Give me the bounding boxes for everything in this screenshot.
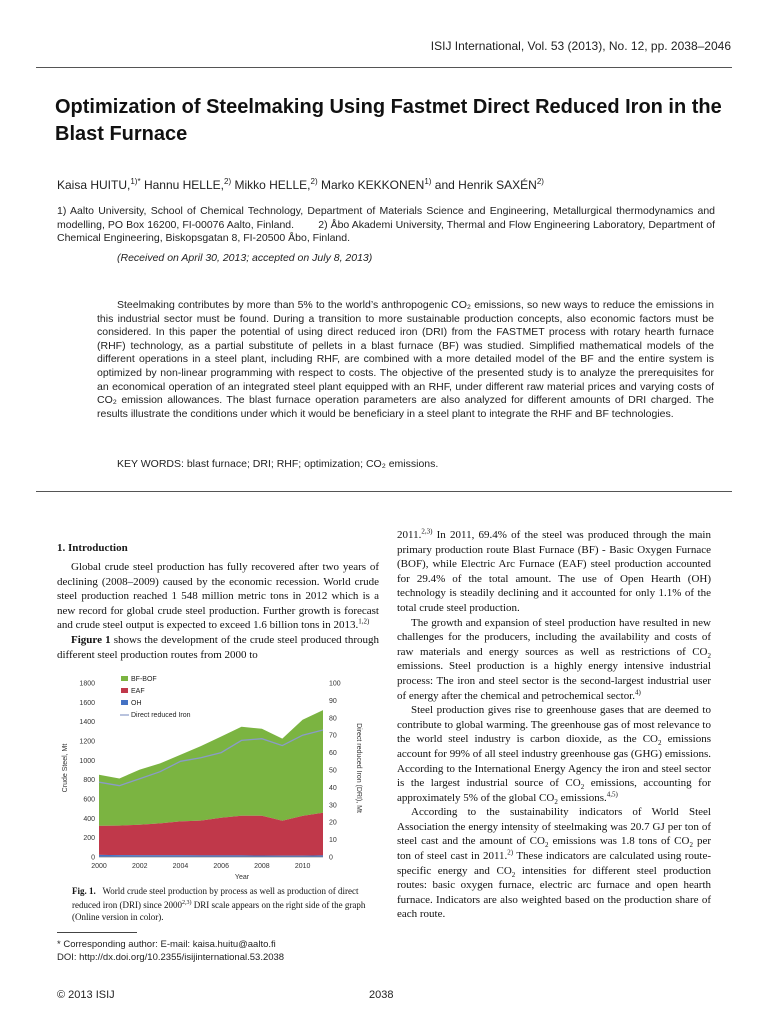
right-axis-ticks	[329, 681, 341, 862]
author-affil-mark: 2)	[310, 177, 318, 186]
paragraph: Global crude steel production has fully recovered after two years of declining (2008–2009) caused by the economic recession. World crude steel production reached 1 548 million metric tons in 2012 which is a new record for global crude steel production. Further growth is forecast and crude steel output is expected to exceed 1.6 billion tons in 2013.$^{1,2)}$	[57, 561, 379, 632]
figure-reference[interactable]: Figure 1	[71, 633, 111, 646]
y-right-tick-label: 0	[329, 854, 333, 862]
y-tick-label: 1200	[79, 738, 95, 746]
abstract: Steelmaking contributes by more than 5% to the world’s anthropogenic CO₂ emissions, so new ways to reduce the emissions in this industrial sector must be found. During a transition to more sustainable production concepts, also economic factors must be considered. In this paper the potential of using direct reduced iron (DRI) from the FASTMET process with rotary hearth furnace (RHF) technology, as a partial substitute of pellets in a blast furnace (BF) was studied. Simplified mathematical models of the different operations in a steel plant, including RHF, are combined with a more detailed model of the BF and the entire system is optimized by non-linear programming with respect to costs. The objective of the presented study is to analyze the prerequisites for an economical operation of an integrated steel plant equipped with an RHF, under different raw material prices and varying costs of CO₂ emission allowances. The blast furnace operation parameters are also analyzed for different amounts of DRI charged. The results illustrate the conditions under which it would be beneficiary in a steel plant to integrate the RHF and BF technologies.	[97, 299, 714, 420]
footnotes	[57, 938, 284, 964]
page-number: 2038	[369, 989, 394, 1001]
paragraph: 2011.$^{2,3)}$ In 2011, 69.4% of the steel was produced through the main primary production route Blast Furnace (BF) - Basic Oxygen Furnace (BOF), while Electric Arc Furnace (EAF) steel production accounted for 29.4% of the total amount. The use of Open Hearth (OH) technology is steadily declining and it accounted for only 1.1% of the total crude steel production.	[397, 527, 711, 614]
area-bfbof	[99, 710, 323, 826]
y-tick-label: 800	[83, 777, 95, 785]
legend-label-eaf: EAF	[131, 688, 145, 695]
corresponding-author: * Corresponding author: E-mail: kaisa.huitu@aalto.fi	[57, 939, 276, 950]
paragraph: Steel production gives rise to greenhouse gases that are deemed to contribute to global warming. The greenhouse gas of most relevance to the world steel industry is carbon dioxide, as the $CO_2$ emissions account for 99% of all steel industry greenhouse gas (GHG) emissions. According to the International Energy Agency the iron and steel sector is the largest industrial source of $CO_2$ emissions, accounting for approximately 5% of the global $CO_2$ emissions.$^{4,5)}$	[397, 704, 711, 806]
y-right-tick-label: 60	[329, 750, 337, 758]
figure-caption: Fig. 1. World crude steel production by process as well as production of direct reduced iron (DRI) since 2000$^{2,3)}$ DRI scale appears on the right side of the graph (Online version in color).	[72, 886, 366, 922]
paper-title: Optimization of Steelmaking Using Fastmet Direct Reduced Iron in the Blast Furnace	[55, 96, 722, 145]
keywords: KEY WORDS: blast furnace; DRI; RHF; optimization; CO₂ emissions.	[117, 458, 439, 470]
legend	[120, 676, 191, 719]
author-name: Mikko HELLE,	[234, 178, 311, 192]
y-right-tick-label: 80	[329, 715, 337, 723]
legend-label-dri: Direct reduced Iron	[131, 712, 191, 719]
author-affil-mark: 1)	[424, 177, 432, 186]
author-affil-mark: 2)	[536, 177, 544, 186]
right-column	[397, 528, 711, 922]
paragraph: Figure 1 shows the development of the crude steel produced through different steel production routes from 2000 to	[57, 633, 379, 661]
footnote-rule	[57, 932, 137, 933]
y-tick-label: 1000	[79, 757, 95, 765]
y-tick-label: 1600	[79, 699, 95, 707]
author-name: Kaisa HUITU,	[57, 178, 131, 192]
figure-1-chart	[57, 673, 379, 883]
y-right-tick-label: 10	[329, 837, 337, 845]
legend-label-oh: OH	[131, 700, 142, 707]
author-name: Hannu HELLE,	[143, 178, 224, 192]
y-tick-label: 400	[83, 815, 95, 823]
abstract-rule	[36, 491, 732, 492]
y-right-tick-label: 20	[329, 819, 337, 827]
paragraph: The growth and expansion of steel production have resulted in new challenges for the producers, including the availability and costs of raw materials and energy sources as well as restrictions of $CO_2$ emissions. Steel production is a highly energy intensive industrial process: The iron and steel sector is the second-largest industrial user of energy after the chemical and petrochemical sector.$^{4)}$	[397, 616, 711, 702]
doi-link[interactable]: DOI: http://dx.doi.org/10.2355/isijinternational.53.2038	[57, 952, 285, 963]
paragraph: According to the sustainability indicators of World Steel Association the energy intensity of steelmaking was 20.7 GJ per ton of steel cast and the amount of $CO_2$ emissions was 1.8 tons of $CO_2$ per ton of steel cast in 2011.$^{2)}$ These indicators are calculated using route-specific energy and $CO_2$ intensities for different steel production routes: basic oxygen furnace, electric arc furnace and open hearth furnace. Indicators are also weighted based on the production share of each route.	[397, 806, 711, 921]
x-tick-label: 2006	[213, 863, 229, 870]
received-dates: (Received on April 30, 2013; accepted on July 8, 2013)	[117, 252, 373, 264]
section-heading: 1. Introduction	[57, 542, 128, 554]
author-name: Marko KEKKONEN	[320, 178, 425, 192]
legend-swatch-bfbof	[121, 676, 128, 681]
figure-label: Fig. 1.	[72, 886, 96, 896]
y-right-tick-label: 100	[329, 680, 341, 688]
y-tick-label: 200	[83, 835, 95, 843]
y-axis-right-label: Direct reduced Iron (DRI), Mt	[355, 723, 362, 813]
legend-swatch-eaf	[121, 688, 128, 693]
y-tick-label: 1800	[79, 680, 95, 688]
y-axis-label: Crude Steel, Mt	[62, 743, 69, 793]
author-affil-mark: 2)	[224, 177, 232, 186]
y-tick-label: 1400	[79, 719, 95, 727]
header-rule	[36, 67, 732, 68]
journal-reference: ISIJ International, Vol. 53 (2013), No. 12, pp. 2038–2046	[430, 39, 731, 53]
x-tick-label: 2004	[172, 863, 189, 870]
x-axis-ticks	[91, 863, 310, 870]
author-name: and Henrik SAXÉN	[434, 178, 537, 192]
x-tick-label: 2008	[254, 863, 270, 870]
affiliations: 1) Aalto University, School of Chemical Technology, Department of Materials Science and Engineering, Metallurgical thermodynamics and modelling, PO Box 16200, FI-00076 Aalto, Finland. 2) Åbo Akademi University, Thermal and Flow Engineering Laboratory, Department of Chemical Engineering, Biskopsgatan 8, FI-20500 Åbo, Finland.	[57, 205, 718, 244]
y-tick-label: 600	[83, 796, 95, 804]
y-right-tick-label: 90	[329, 697, 337, 705]
legend-label-bfbof: BF-BOF	[131, 676, 157, 683]
y-right-tick-label: 40	[329, 784, 337, 792]
left-column	[57, 560, 379, 662]
copyright: © 2013 ISIJ	[57, 989, 115, 1001]
left-axis-ticks	[79, 681, 95, 862]
legend-swatch-oh	[121, 700, 128, 705]
y-right-tick-label: 50	[329, 767, 337, 775]
x-tick-label: 2000	[91, 863, 107, 870]
x-tick-label: 2010	[294, 863, 311, 870]
y-right-tick-label: 70	[329, 732, 337, 740]
x-axis-label: Year	[234, 874, 250, 881]
y-right-tick-label: 30	[329, 802, 337, 810]
author-affil-mark: 1)*	[130, 177, 141, 186]
author-list	[57, 177, 544, 192]
x-tick-label: 2002	[131, 863, 148, 870]
y-tick-label: 0	[91, 854, 95, 862]
